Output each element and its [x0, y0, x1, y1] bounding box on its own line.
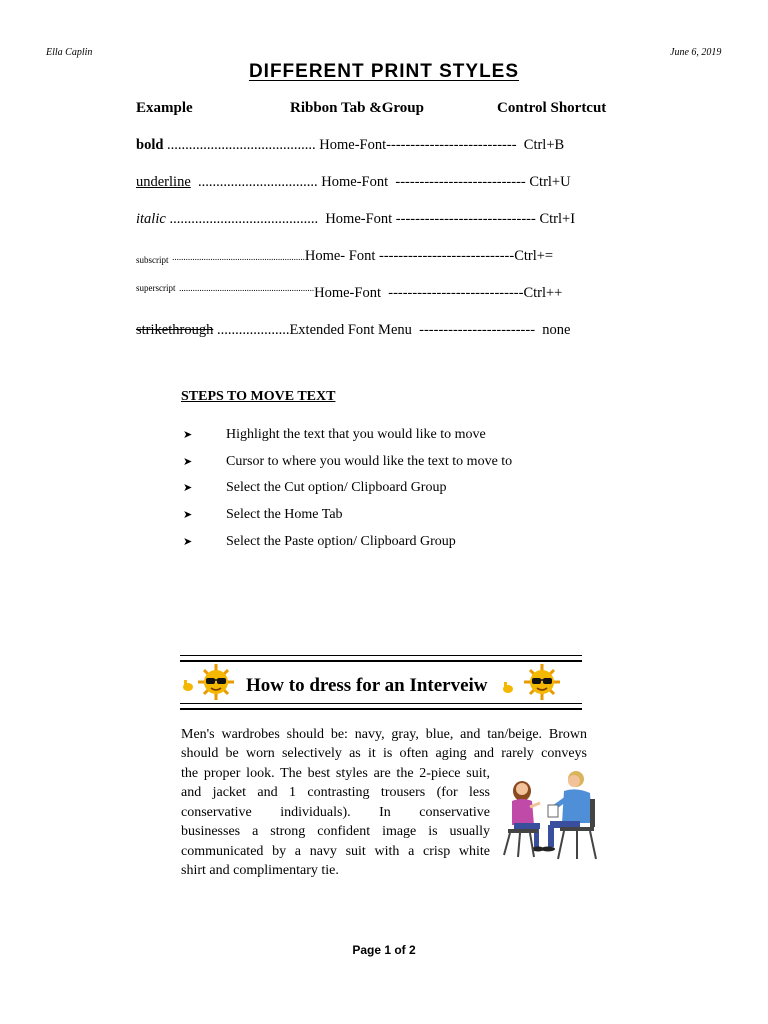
style-example: strikethrough: [136, 322, 214, 338]
step-item: Highlight the text that you would like to move: [226, 427, 486, 442]
sun-sunglasses-icon: [500, 662, 570, 702]
style-ribbon: Home- Font: [304, 248, 376, 264]
style-ribbon: Home-Font: [321, 174, 389, 190]
sun-sunglasses-icon: [180, 662, 244, 702]
arrow-bullet-icon: ➤: [183, 429, 193, 441]
column-header-shortcut: Control Shortcut: [497, 100, 607, 116]
step-item: Cursor to where you would like the text to move to: [226, 454, 513, 469]
style-example: underline: [136, 174, 191, 190]
style-example: bold: [136, 137, 164, 153]
interview-paragraph: [181, 725, 587, 764]
style-example: superscript: [136, 283, 176, 293]
style-leader-dashes: ---------------------------: [395, 174, 526, 190]
style-leader-dots: ....................: [216, 322, 290, 338]
style-leader-dashes: -----------------------------: [395, 211, 536, 227]
style-leader-dots: ...........................................................: [172, 252, 305, 262]
arrow-bullet-icon: ➤: [183, 456, 193, 468]
style-ribbon: Home-Font: [325, 211, 393, 227]
style-example: italic: [136, 211, 166, 227]
interview-people-illustration: [500, 765, 600, 865]
style-row-italic: [136, 211, 575, 228]
interview-title: How to dress for an Interveiw: [246, 675, 488, 696]
step-item: Select the Paste option/ Clipboard Group: [226, 534, 456, 549]
paragraph-line: shirt and complimentary tie.: [181, 863, 339, 879]
style-row-superscript: [136, 285, 562, 302]
style-shortcut: Ctrl+=: [514, 248, 554, 264]
divider-rule: [180, 708, 582, 710]
style-leader-dots: .........................................: [167, 137, 316, 153]
header-date: June 6, 2019: [670, 47, 722, 58]
page-number: Page 1 of 2: [352, 943, 416, 957]
paragraph-line: should be worn selectively as it is often aging and rarely conveys: [181, 746, 587, 762]
style-row-strikethrough: [136, 322, 570, 339]
author-name: Ella Caplin: [46, 47, 93, 58]
divider-rule: [180, 703, 582, 704]
paragraph-line: communicated by a navy suit with a crisp white: [181, 843, 490, 859]
style-leader-dashes: ---------------------------: [386, 137, 517, 153]
style-leader-dashes: ------------------------: [419, 322, 536, 338]
arrow-bullet-icon: ➤: [183, 536, 193, 548]
style-ribbon: Home-Font: [319, 137, 387, 153]
divider-rule: [180, 655, 582, 656]
style-shortcut: Ctrl+I: [539, 211, 576, 227]
style-leader-dots: .........................................: [169, 211, 319, 227]
step-item: Select the Home Tab: [226, 507, 343, 522]
arrow-bullet-icon: ➤: [183, 482, 193, 494]
style-row-subscript: [136, 248, 553, 265]
style-ribbon: Extended Font Menu: [289, 322, 412, 338]
column-header-ribbon: Ribbon Tab &Group: [290, 100, 424, 116]
paragraph-line: conservative individuals). In conservative: [181, 804, 490, 820]
style-shortcut: Ctrl++: [523, 285, 563, 301]
steps-title: STEPS TO MOVE TEXT: [181, 389, 336, 404]
style-row-underline: [136, 174, 571, 191]
style-example: subscript: [136, 255, 169, 265]
style-leader-dashes: ----------------------------: [388, 285, 524, 301]
style-shortcut: Ctrl+U: [529, 174, 571, 190]
page-title: [0, 61, 768, 83]
paragraph-line: the proper look. The best styles are the 2-piece suit,: [181, 766, 490, 781]
interview-paragraph-wrapped: [181, 764, 490, 880]
style-ribbon: Home-Font: [314, 285, 381, 301]
style-row-bold: [136, 137, 564, 154]
paragraph-line: and jacket and 1 contrasting trousers (for less: [181, 785, 490, 801]
style-shortcut: Ctrl+B: [523, 137, 565, 153]
paragraph-line: Men's wardrobes should be: navy, gray, blue, and tan/beige. Brown: [181, 727, 587, 742]
style-shortcut: none: [542, 322, 571, 338]
step-item: Select the Cut option/ Clipboard Group: [226, 480, 447, 495]
paragraph-line: businesses a strong confident image is usually: [181, 824, 490, 840]
style-leader-dots: .................................: [198, 174, 318, 190]
style-leader-dots: ............................................................: [179, 283, 315, 293]
style-leader-dashes: ----------------------------: [378, 248, 515, 264]
page-title-text: DIFFERENT PRINT STYLES: [248, 61, 520, 82]
arrow-bullet-icon: ➤: [183, 509, 193, 521]
column-header-example: Example: [136, 100, 193, 116]
